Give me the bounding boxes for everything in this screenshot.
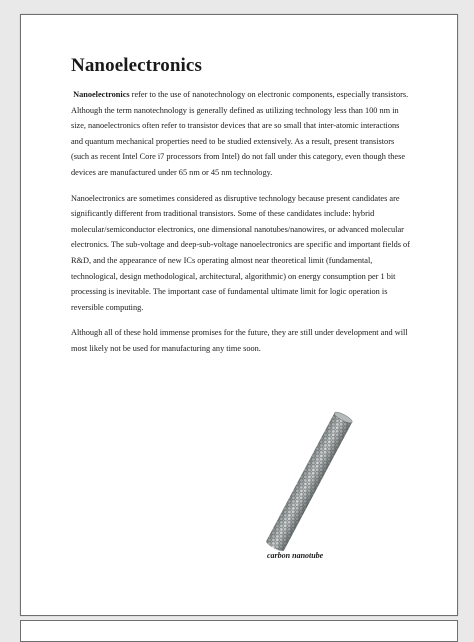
figure-caption: carbon nanotube — [267, 551, 324, 560]
document-page — [20, 14, 458, 616]
page-content — [71, 55, 411, 367]
paragraph-3: Although all of these hold immense promises for the future, they are still under development and will most likely not be used for manufacturing any time soon. — [71, 328, 408, 353]
paragraph-1 — [71, 87, 411, 181]
lead-term: Nanoelectronics — [73, 90, 130, 99]
next-page-edge — [20, 620, 458, 642]
carbon-nanotube-illustration — [249, 407, 369, 557]
paragraph-1-text: refer to the use of nanotechnology on electronic components, especially transistors. Although the term nanotechnology is generally defined as utilizing technology less than 100 nm in size, nanoelectronics often refer to transistor devices that are so small that inter-atomic interactions and quantum mechanical properties need to be studied extensively. As a result, present transistors (such as recent Intel Core i7 processors from Intel) do not fall under this category, even though these devices are manufactured under 65 nm or 45 nm technology. — [71, 90, 409, 177]
page-title: Nanoelectronics — [71, 55, 202, 76]
paragraph-2: Nanoelectronics are sometimes considered as disruptive technology because present candidates are significantly different from traditional transistors. Some of these candidates include: hybrid molecular/semiconductor electronics, one dimensional nanotubes/nanowires, or advanced molecular electronics. The sub-voltage and deep-sub-voltage nanoelectronics are specific and important fields of R&D, and the appearance of new ICs operating almost near theoretical limit (fundamental, technological, design methodological, architectural, algorithmic) on energy consumption per 1 bit processing is inevitable. The important case of fundamental ultimate limit for logic operation is reversible computing. — [71, 193, 410, 312]
